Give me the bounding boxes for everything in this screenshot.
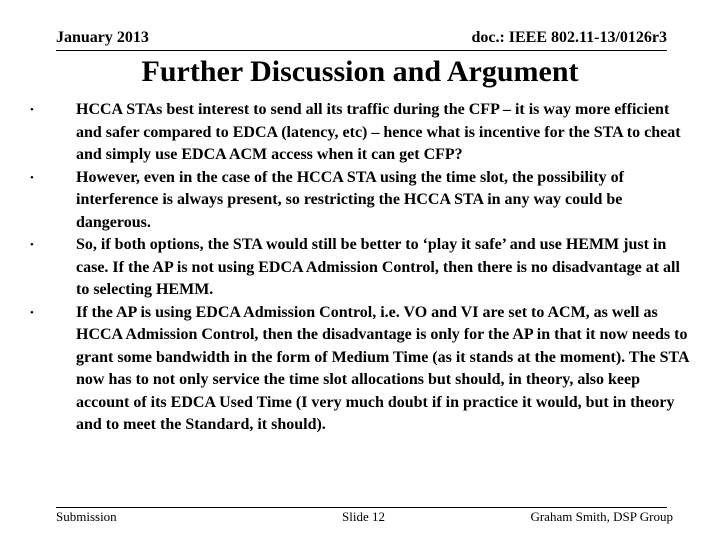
header-date: January 2013 — [56, 29, 149, 46]
bullet-item — [30, 167, 690, 235]
bullet-item — [30, 234, 690, 302]
bullet-text: If the AP is using EDCA Admission Control, i.e. VO and VI are set to ACM, as well as HCCA Admission Control, then the disadvantage is only for the AP in that it now needs to grant some bandwidth in the form of Medium Time (as it stands at the moment). The STA now has to not only service the time slot allocations but should, in theory, also keep account of its EDCA Used Time (I very much doubt if in practice it would, but in theory and to meet the Standard, it should). — [76, 303, 689, 433]
bullet-text: HCCA STAs best interest to send all its traffic during the CFP – it is way more efficient and safer compared to EDCA (latency, etc) – hence what is incentive for the STA to cheat and simply use EDCA ACM access when it can get CFP? — [76, 101, 681, 163]
bullet-list — [30, 99, 690, 437]
footer-slide-number: Slide 12 — [342, 509, 385, 524]
bullet-item — [30, 99, 690, 167]
bullet-icon: • — [30, 104, 34, 116]
header-doc-id: doc.: IEEE 802.11-13/0126r3 — [471, 29, 667, 46]
header-divider — [56, 50, 667, 51]
bullet-text: So, if both options, the STA would still be better to ‘play it safe’ and use HEMM just in case. If the AP is not using EDCA Admission Control, then there is no disadvantage at all to selecting HEMM. — [76, 236, 680, 298]
bullet-icon: • — [30, 171, 34, 184]
footer-author: Graham Smith, DSP Group — [530, 509, 673, 524]
bullet-icon: • — [30, 239, 34, 251]
footer-divider — [56, 507, 667, 508]
bullet-item — [30, 302, 690, 437]
bullet-text: However, even in the case of the HCCA STA using the time slot, the possibility of interference is always present, so restricting the HCCA STA in any way could be dangerous. — [76, 168, 624, 231]
footer-submission: Submission — [56, 509, 117, 524]
slide-title: Further Discussion and Argument — [141, 55, 579, 88]
bullet-icon: • — [30, 306, 34, 319]
